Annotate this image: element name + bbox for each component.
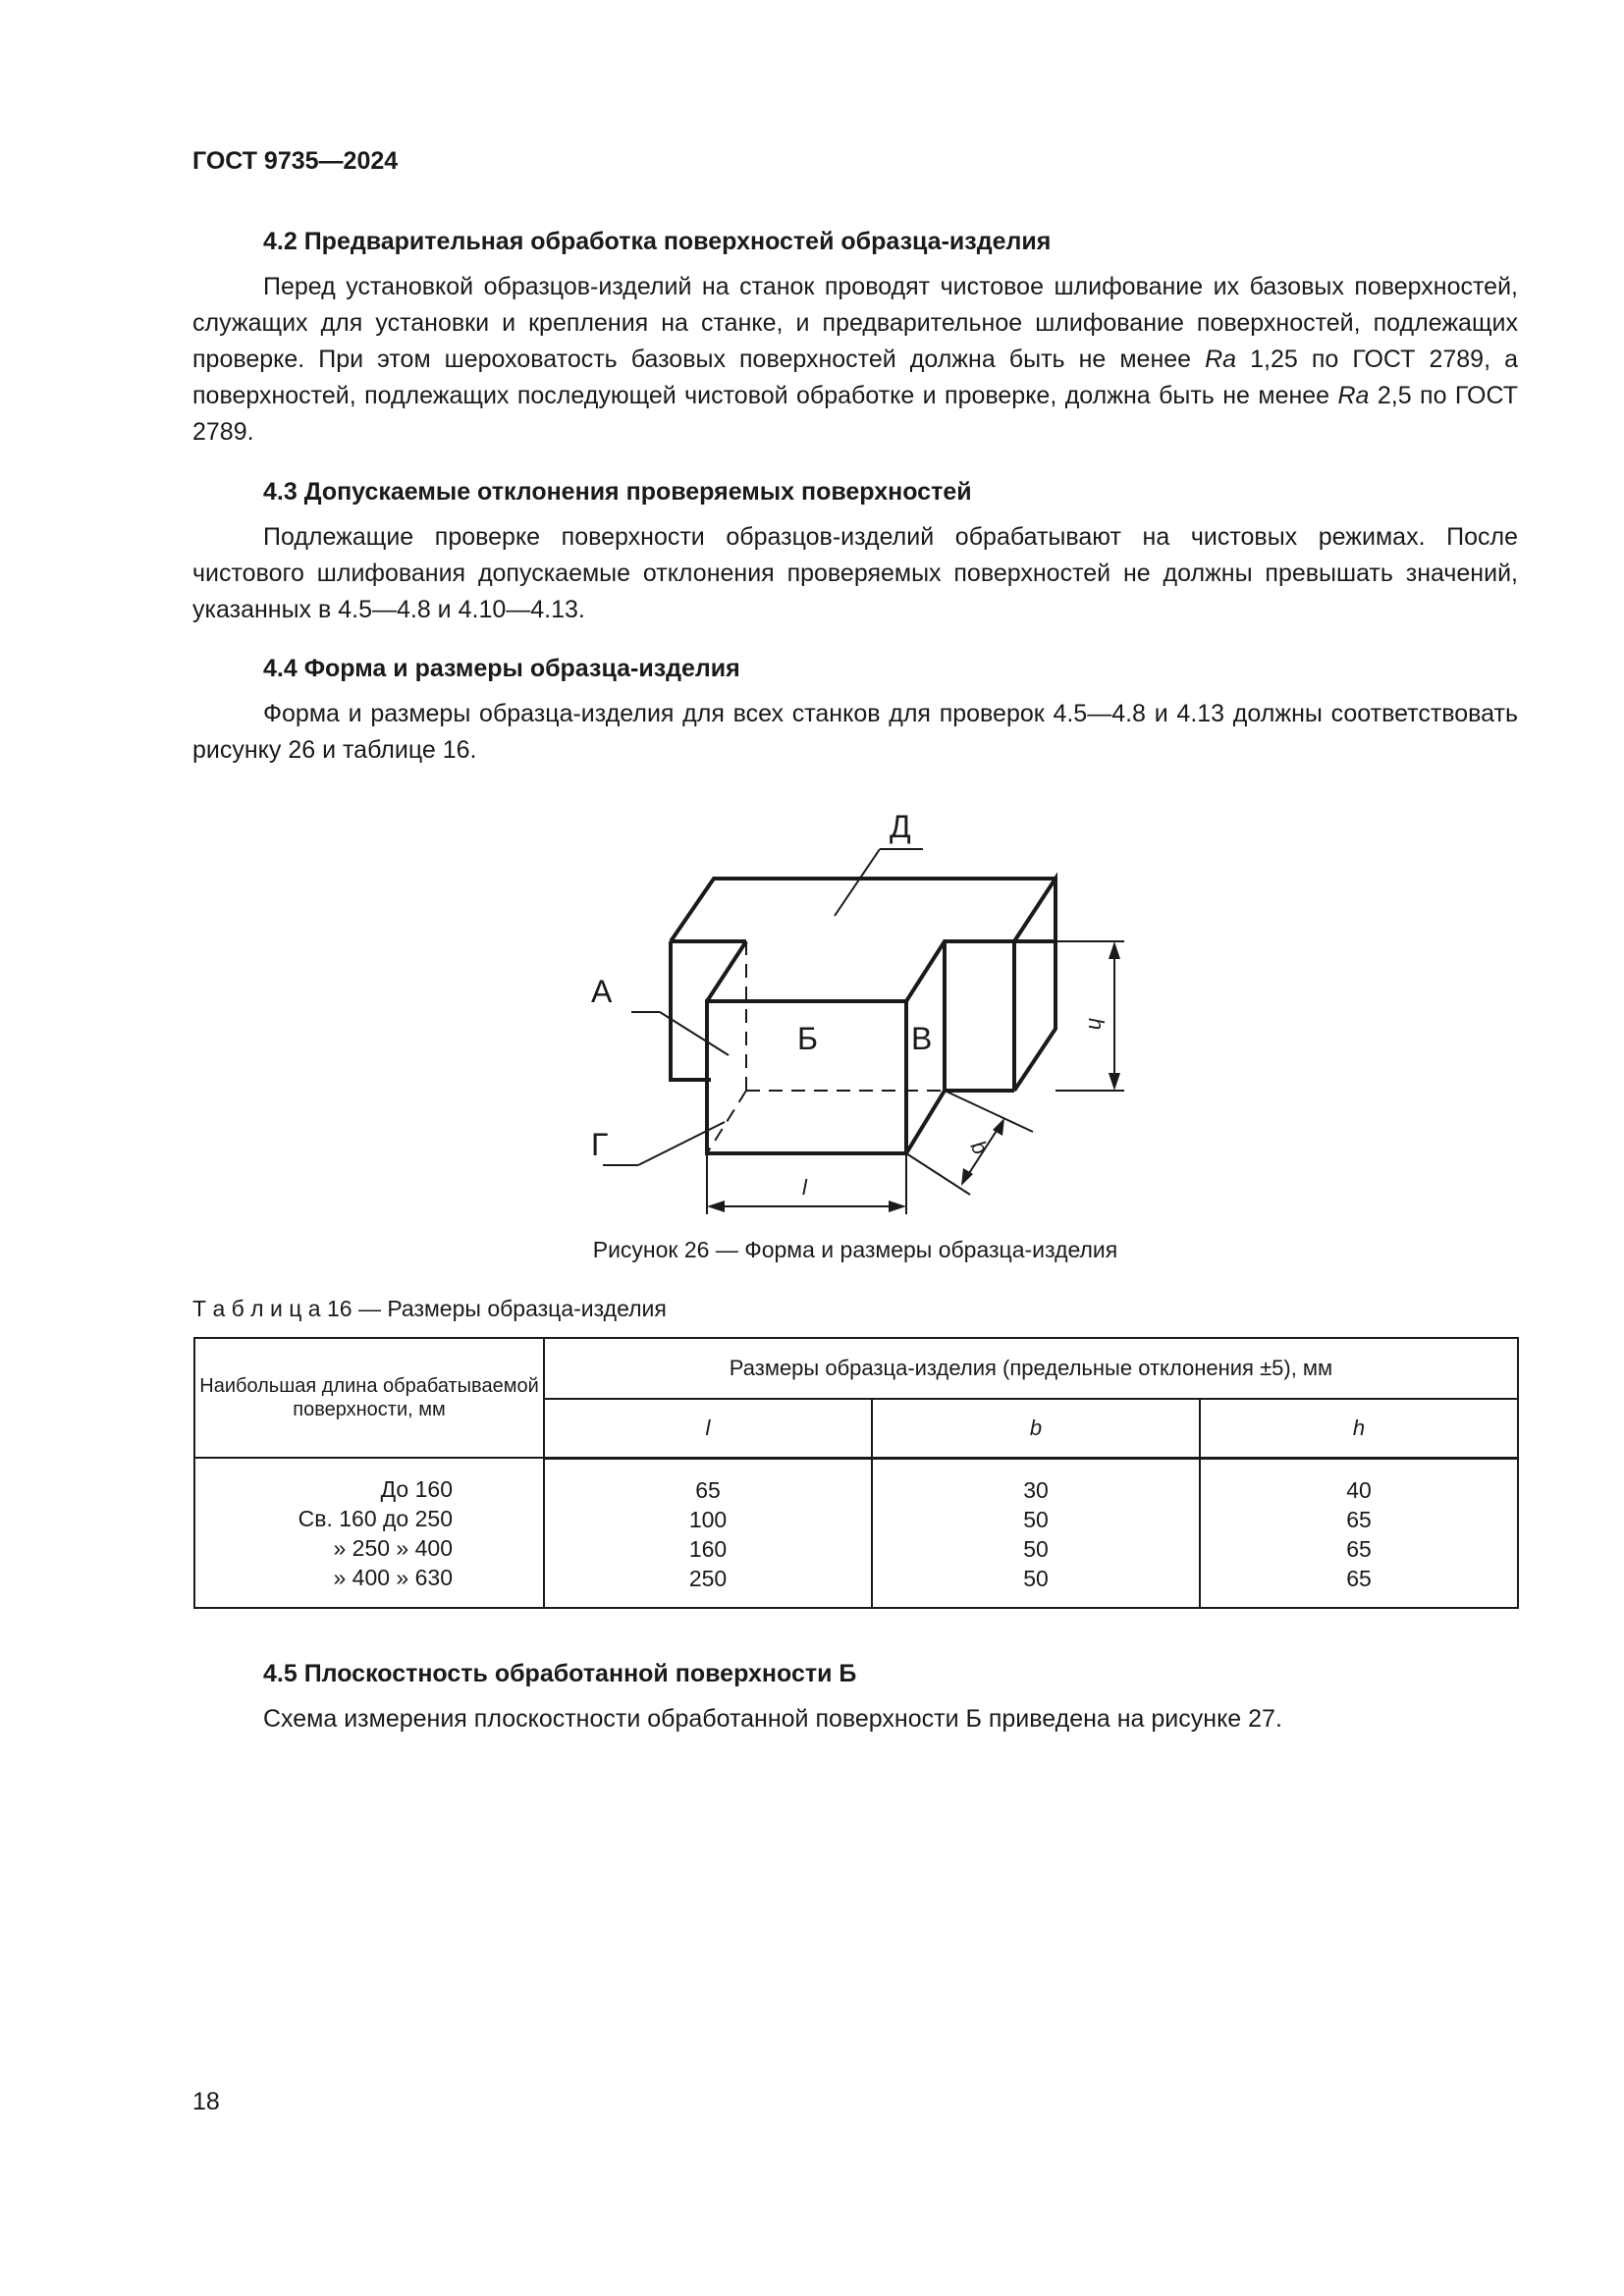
- dimension-lines: [603, 849, 1124, 1214]
- range-value: » 400 » 630: [333, 1565, 453, 1590]
- l-cell: [544, 1458, 872, 1608]
- section-title: 4.4 Форма и размеры образца-изделия: [263, 655, 740, 682]
- table-caption: Т а б л и ц а 16 — Размеры образца-изделия: [192, 1296, 667, 1321]
- paragraph-text: Перед установкой образцов-изделий на станок проводят чистовое шлифование их базовых поверхностей, служащих для установки и крепления на станке, и предварительное шлифование поверхностей, подлежащих проверке. При этом шероховатость базовых поверхностей должна быть не менее: [192, 273, 1518, 373]
- section-4-4: [192, 651, 1518, 769]
- figure-26: [550, 790, 1139, 1232]
- col-header-l: l: [544, 1399, 872, 1458]
- col-header-h: h: [1200, 1399, 1518, 1458]
- part-outline: [671, 879, 1056, 1153]
- col-header-b: b: [872, 1399, 1200, 1458]
- section-4-2: [192, 224, 1518, 451]
- range-cell: [194, 1458, 544, 1608]
- paragraph-text: 2,5 по ГОСТ 2789.: [192, 382, 1518, 446]
- label-b: b: [965, 1136, 994, 1159]
- paragraph: Подлежащие проверке поверхности образцов-изделий обрабатывают на чистовых режимах. После чистового шлифования допускаемые отклонения проверяемых поверхностей не должны превышать значений, указанных в 4.5—4.8 и 4.10—4.13.: [192, 523, 1518, 623]
- col-header-group: Размеры образца-изделия (предельные отклонения ±5), мм: [544, 1338, 1518, 1399]
- dimensions-table: [193, 1337, 1519, 1609]
- col-header-max-length: Наибольшая длина обрабатываемой поверхности, мм: [194, 1338, 544, 1458]
- label-l: l: [802, 1175, 807, 1200]
- section-title: 4.2 Предварительная обработка поверхностей образца-изделия: [263, 228, 1052, 255]
- ra-symbol: Ra: [1337, 382, 1370, 409]
- b-value: 50: [1023, 1565, 1049, 1591]
- l-value: 250: [688, 1565, 728, 1591]
- range-value: Св. 160 до 250: [298, 1506, 453, 1531]
- h-value: 40: [1346, 1476, 1372, 1503]
- section-4-5: [192, 1656, 1518, 1737]
- h-value: 65: [1346, 1535, 1372, 1562]
- label-h: h: [1084, 1018, 1109, 1031]
- label-d: Д: [890, 809, 911, 844]
- label-b-face: Б: [797, 1021, 818, 1056]
- b-value: 50: [1023, 1535, 1049, 1562]
- b-cell: [872, 1458, 1200, 1608]
- label-v: В: [911, 1021, 933, 1056]
- page-number: 18: [192, 2088, 220, 2115]
- h-value: 65: [1346, 1565, 1372, 1591]
- l-value: 65: [695, 1476, 721, 1503]
- sample-part-drawing: [550, 790, 1139, 1232]
- section-title: 4.3 Допускаемые отклонения проверяемых поверхностей: [263, 478, 972, 506]
- table-row: [194, 1458, 1518, 1608]
- paragraph-text: 1,25 по ГОСТ 2789, а поверхностей, подлежащих последующей чистовой обработке и проверке, должна быть не менее: [192, 346, 1518, 409]
- paragraph: [192, 269, 1518, 451]
- range-value: До 160: [380, 1476, 453, 1502]
- paragraph: Форма и размеры образца-изделия для всех станков для проверок 4.5—4.8 и 4.13 должны соответствовать рисунку 26 и таблице 16.: [192, 700, 1518, 764]
- label-a: А: [591, 974, 613, 1009]
- dimension-arrows: [707, 941, 1120, 1212]
- section-title: 4.5 Плоскостность обработанной поверхности Б: [263, 1660, 857, 1687]
- h-value: 65: [1346, 1506, 1372, 1532]
- b-value: 50: [1023, 1506, 1049, 1532]
- h-cell: [1200, 1458, 1518, 1608]
- document-header: ГОСТ 9735—2024: [192, 147, 399, 175]
- l-value: 100: [688, 1506, 728, 1532]
- range-value: » 250 » 400: [333, 1535, 453, 1561]
- b-value: 30: [1023, 1476, 1049, 1503]
- l-value: 160: [688, 1535, 728, 1562]
- figure-caption: Рисунок 26 — Форма и размеры образца-изделия: [592, 1237, 1118, 1262]
- hidden-lines: [707, 941, 945, 1153]
- section-4-3: [192, 474, 1518, 628]
- ra-symbol: Ra: [1205, 346, 1237, 373]
- paragraph: Схема измерения плоскостности обработанной поверхности Б приведена на рисунке 27.: [263, 1705, 1282, 1733]
- label-g: Г: [591, 1127, 609, 1162]
